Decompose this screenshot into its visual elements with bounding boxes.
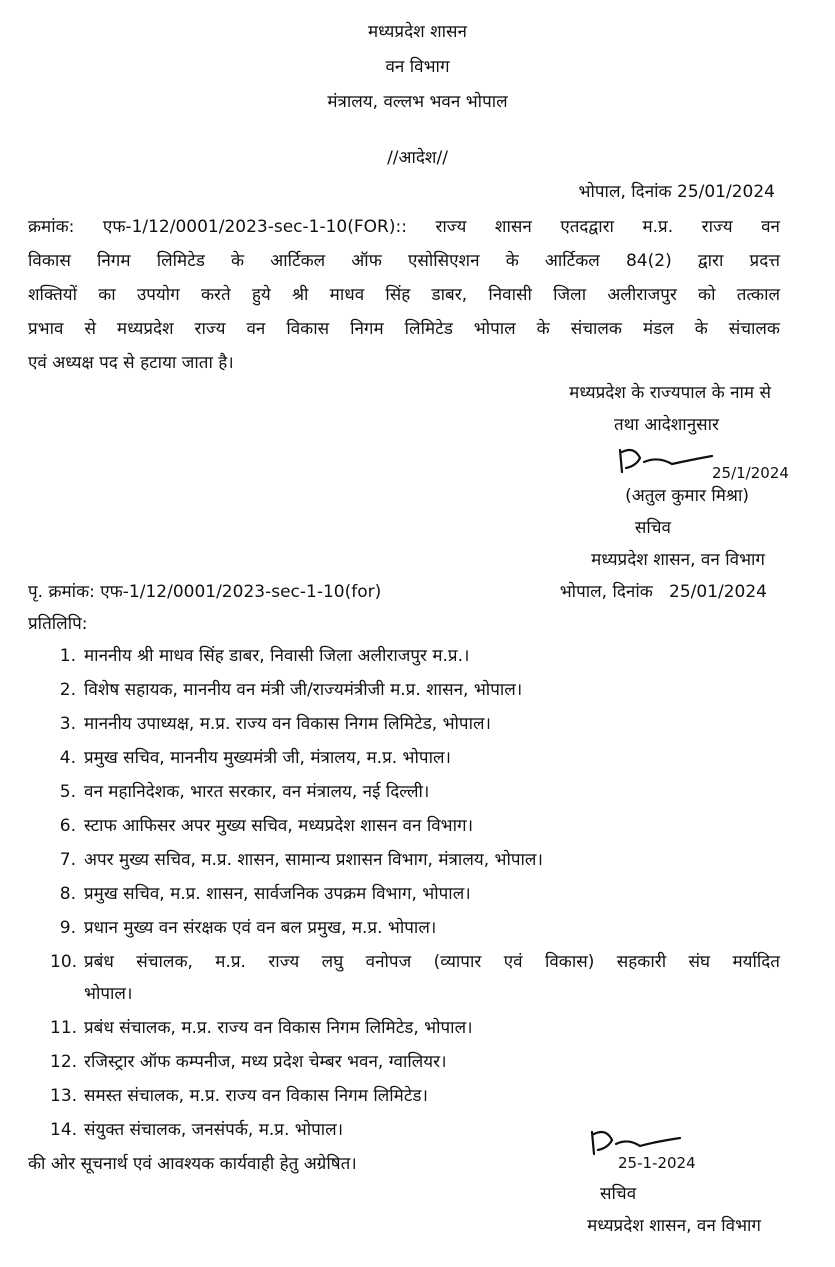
copy-item-number: 4. [59,748,76,768]
copy-item-text: रजिस्ट्रार ऑफ कम्पनीज, मध्य प्रदेश चेम्बर भवन, ग्वालियर। [84,1052,447,1072]
header-department: वन विभाग [385,57,450,77]
copy-item-text: प्रमुख सचिव, माननीय मुख्यमंत्री जी, मंत्रालय, म.प्र. भोपाल। [84,748,451,768]
endorsement-office: मध्यप्रदेश शासन, वन विभाग [587,1216,761,1236]
copy-item [50,916,436,940]
copy-item-number: 2. [59,680,76,700]
header-address: मंत्रालय, वल्लभ भवन भोपाल [327,92,508,112]
copy-item-text: प्रबंध संचालक, म.प्र. राज्य वन विकास निगम लिमिटेड, भोपाल। [84,1018,473,1038]
copy-item-continuation: भोपाल। [84,984,133,1004]
copy-item-text: प्रमुख सचिव, म.प्र. शासन, सार्वजनिक उपक्रम विभाग, भोपाल। [84,884,471,904]
copy-item-number: 10. [50,952,78,972]
copy-item-number: 6. [59,816,76,836]
order-body-line-3: शक्तियों का उपयोग करते हुये श्री माधव सिंह डाबर, निवासी जिला अलीराजपुर को तत्काल [28,285,780,305]
copy-item [50,1016,473,1040]
copy-item-text: माननीय उपाध्यक्ष, म.प्र. राज्य वन विकास निगम लिमिटेड, भोपाल। [84,714,491,734]
copy-item-text: अपर मुख्य सचिव, म.प्र. शासन, सामान्य प्रशासन विभाग, मंत्रालय, भोपाल। [84,850,543,870]
copy-item-number: 12. [50,1052,78,1072]
copy-item [50,746,451,770]
copy-item [50,848,543,872]
signature-1 [612,440,812,486]
copy-label: प्रतिलिपि: [28,614,88,634]
copy-item [50,950,780,974]
copy-item-text: विशेष सहायक, माननीय वन मंत्री जी/राज्यमंत्रीजी म.प्र. शासन, भोपाल। [84,680,523,700]
copy-item-number: 13. [50,1086,78,1106]
copy-item-number: 8. [59,884,76,904]
order-body-line-1: क्रमांक: एफ-1/12/0001/2023-sec-1-10(FOR):: राज्य शासन एतदद्वारा म.प्र. राज्य वन [28,217,780,237]
copy-item-number: 3. [59,714,76,734]
copy-item-number: 1. [59,646,76,666]
copy-item [50,1050,447,1074]
copy-item-number: 9. [59,918,76,938]
copy-item [50,882,471,906]
copy-item [50,814,473,838]
signatory-office: मध्यप्रदेश शासन, वन विभाग [591,550,765,570]
copy-item-text: वन महानिदेशक, भारत सरकार, वन मंत्रालय, नई दिल्ली। [84,782,430,802]
endorsement-ref-no: पृ. क्रमांक: एफ-1/12/0001/2023-sec-1-10(for) [28,582,382,602]
closing-line: की ओर सूचनार्थ एवं आवश्यक कार्यवाही हेतु अग्रेषित। [28,1154,357,1174]
order-place-date: भोपाल, दिनांक 25/01/2024 [578,182,775,202]
copy-item-number: 11. [50,1018,78,1038]
endorsement-place-date: भोपाल, दिनांक 25/01/2024 [559,582,767,602]
copy-item-number: 5. [59,782,76,802]
endorsement-designation: सचिव [600,1184,637,1204]
signature-2-date: 25-1-2024 [618,1154,696,1172]
copy-item-text: माननीय श्री माधव सिंह डाबर, निवासी जिला अलीराजपुर म.प्र.। [84,646,470,666]
header-government: मध्यप्रदेश शासन [368,22,467,42]
copy-item-text: संयुक्त संचालक, जनसंपर्क, म.प्र. भोपाल। [84,1120,344,1140]
copy-item [50,1118,343,1142]
signatory-designation: सचिव [634,518,671,538]
copy-item-text: प्रधान मुख्य वन संरक्षक एवं वन बल प्रमुख, म.प्र. भोपाल। [84,918,437,938]
copy-item [50,712,491,736]
order-body-line-2: विकास निगम लिमिटेड के आर्टिकल ऑफ एसोसिएशन के आर्टिकल 84(2) द्वारा प्रदत्त [28,251,780,271]
signature-1-date: 25/1/2024 [712,464,789,482]
order-title: //आदेश// [387,148,448,168]
copy-item-text: स्टाफ आफिसर अपर मुख्य सचिव, मध्यप्रदेश शासन वन विभाग। [84,816,474,836]
copy-item-number: 14. [50,1120,78,1140]
order-body-line-4: प्रभाव से मध्यप्रदेश राज्य वन विकास निगम लिमिटेड भोपाल के संचालक मंडल के संचालक [28,319,780,339]
copy-item-text: प्रबंध संचालक, म.प्र. राज्य लघु वनोपज (व्यापार एवं विकास) सहकारी संघ मर्यादित [84,952,780,972]
copy-item [50,780,429,804]
order-body-line-5: एवं अध्यक्ष पद से हटाया जाता है। [28,353,234,373]
copy-item [50,678,522,702]
copy-item [50,1084,428,1108]
authority-line-2: तथा आदेशानुसार [613,415,719,435]
copy-item-text: समस्त संचालक, म.प्र. राज्य वन विकास निगम लिमिटेड। [84,1086,428,1106]
authority-line-1: मध्यप्रदेश के राज्यपाल के नाम से [569,383,771,403]
signatory-name: (अतुल कुमार मिश्रा) [625,486,749,506]
copy-item-number: 7. [59,850,76,870]
copy-item [50,644,469,668]
signature-2 [584,1124,754,1174]
